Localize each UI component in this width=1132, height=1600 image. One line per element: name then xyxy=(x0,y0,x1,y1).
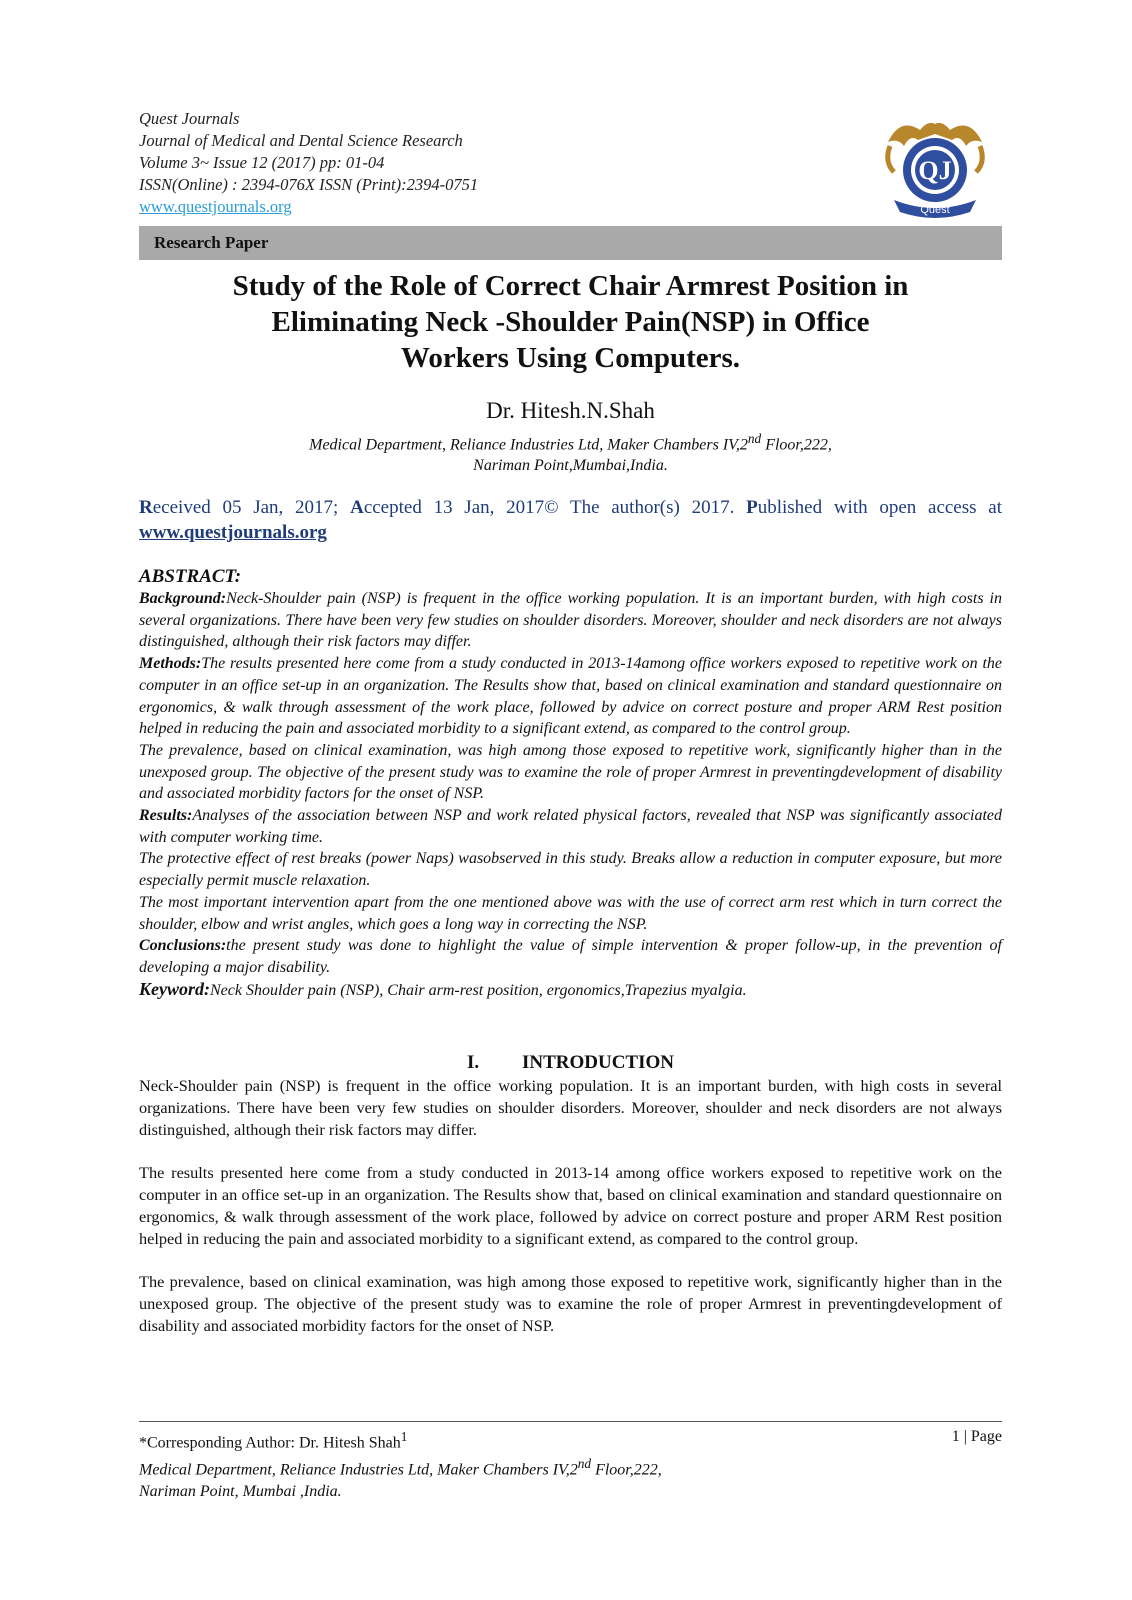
corresponding-author: *Corresponding Author: Dr. Hitesh Shah$^1$ xyxy=(139,1429,408,1452)
logo-text: Quest xyxy=(920,204,950,216)
footer-affiliation-line2: Nariman Point, Mumbai ,India. xyxy=(139,1482,342,1500)
title-line: Eliminating Neck -Shoulder Pain(NSP) in Office xyxy=(271,306,870,338)
journal-info xyxy=(139,108,699,218)
open-access-link[interactable]: www.questjournals.org xyxy=(139,522,327,543)
introduction-body xyxy=(139,1075,1002,1358)
page-footer xyxy=(139,1426,1002,1502)
abstract-prevalence: The prevalence, based on clinical examination, was high among those exposed to repetitive work, significantly higher than in the unexposed group. The objective of the present study was to examine the role of proper Armrest in preventingdevelopment of disability and associated morbidity factors for the onset of NSP. xyxy=(139,741,1002,803)
author-name: Dr. Hitesh.N.Shah xyxy=(486,398,655,423)
abstract-protective: The protective effect of rest breaks (power Naps) wasobserved in this study. Breaks allow a reduction in computer exposure, but more especially permit muscle relaxation. xyxy=(139,850,1002,890)
journal-line: Journal of Medical and Dental Science Research xyxy=(139,131,463,150)
journal-line: Volume 3~ Issue 12 (2017) pp: 01-04 xyxy=(139,153,385,172)
abstract-intervention: The most important intervention apart from the one mentioned above was with the use of correct arm rest which in turn correct the shoulder, elbow and wrist angles, which goes a long way in correcting the NSP. xyxy=(139,893,1002,933)
abstract-conclusions: Conclusions:the present study was done to highlight the value of simple intervention & proper follow-up, in the prevention of developing a major disability. xyxy=(139,937,1002,976)
paper-type-bar xyxy=(139,226,1002,260)
paper-title xyxy=(139,268,1002,376)
abstract-methods: Methods:The results presented here come from a study conducted in 2013-14among office workers exposed to repetitive work on the computer in an office set-up in an organization. The Results show that, based on clinical examination and standard questionnaire on ergonomics, & walk through assessment of the work place, followed by advice on correct posture and proper ARM Rest position helped in reducing the pain and associated morbidity to a significant extend, as compared to the control group. xyxy=(139,655,1002,738)
logo-letters: QJ xyxy=(918,156,952,185)
title-line: Study of the Role of Correct Chair Armrest Position in xyxy=(232,270,909,302)
publication-dates: Received 05 Jan, 2017; Accepted 13 Jan, 2017© The author(s) 2017. Published with open access at www.questjournals.org xyxy=(139,497,1002,543)
footer-affiliation: Medical Department, Reliance Industries Ltd, Maker Chambers IV,2nd Floor,222, xyxy=(139,1456,662,1479)
abstract-results: Results:Analyses of the association between NSP and work related physical factors, revealed that NSP was significantly associated with computer working time. xyxy=(139,807,1002,846)
quest-logo-icon xyxy=(880,112,990,220)
author-affiliation: Medical Department, Reliance Industries Ltd, Maker Chambers IV,2nd Floor,222, Nariman Point,Mumbai,India. xyxy=(309,431,832,475)
intro-paragraph: The results presented here come from a study conducted in 2013-14 among office workers exposed to repetitive work on the computer in an office set-up in an organization. The Results show that, based on clinical examination and standard questionnaire on ergonomics, & walk through assessment of the work place, followed by advice on correct posture and proper ARM Rest position helped in reducing the pain and associated morbidity to a significant extend, as compared to the control group. xyxy=(139,1163,1002,1248)
abstract-body xyxy=(139,588,1002,1001)
journal-website-link[interactable]: www.questjournals.org xyxy=(139,197,292,216)
abstract-heading: ABSTRACT: xyxy=(139,566,242,587)
journal-line: ISSN(Online) : 2394-076X ISSN (Print):2394-0751 xyxy=(139,175,479,194)
intro-paragraph: Neck-Shoulder pain (NSP) is frequent in the office working population. It is an important burden, with high costs in several organizations. There have been very few studies on shoulder disorders. Moreover, shoulder and neck disorders are not always distinguished, although their risk factors may differ. xyxy=(139,1076,1002,1139)
introduction-heading: I. INTRODUCTION xyxy=(466,1052,675,1073)
paper-type-label: Research Paper xyxy=(154,233,269,252)
abstract-keywords: Keyword:Neck Shoulder pain (NSP), Chair arm-rest position, ergonomics,Trapezius myalgia. xyxy=(139,978,747,999)
footer-divider xyxy=(139,1421,1002,1422)
abstract-background: Background:Neck-Shoulder pain (NSP) is frequent in the office working population. It is an important burden, with high costs in several organizations. There have been very few studies on shoulder disorders. Moreover, shoulder and neck disorders are not always distinguished, although their risk factors may differ. xyxy=(139,590,1002,651)
journal-line: Quest Journals xyxy=(139,109,240,128)
title-line: Workers Using Computers. xyxy=(400,342,741,374)
page-number: 1 | Page xyxy=(951,1428,1002,1445)
intro-paragraph: The prevalence, based on clinical examination, was high among those exposed to repetitive work, significantly higher than in the unexposed group. The objective of the present study was to examine the role of proper Armrest in preventingdevelopment of disability and associated morbidity factors for the onset of NSP. xyxy=(139,1272,1002,1335)
